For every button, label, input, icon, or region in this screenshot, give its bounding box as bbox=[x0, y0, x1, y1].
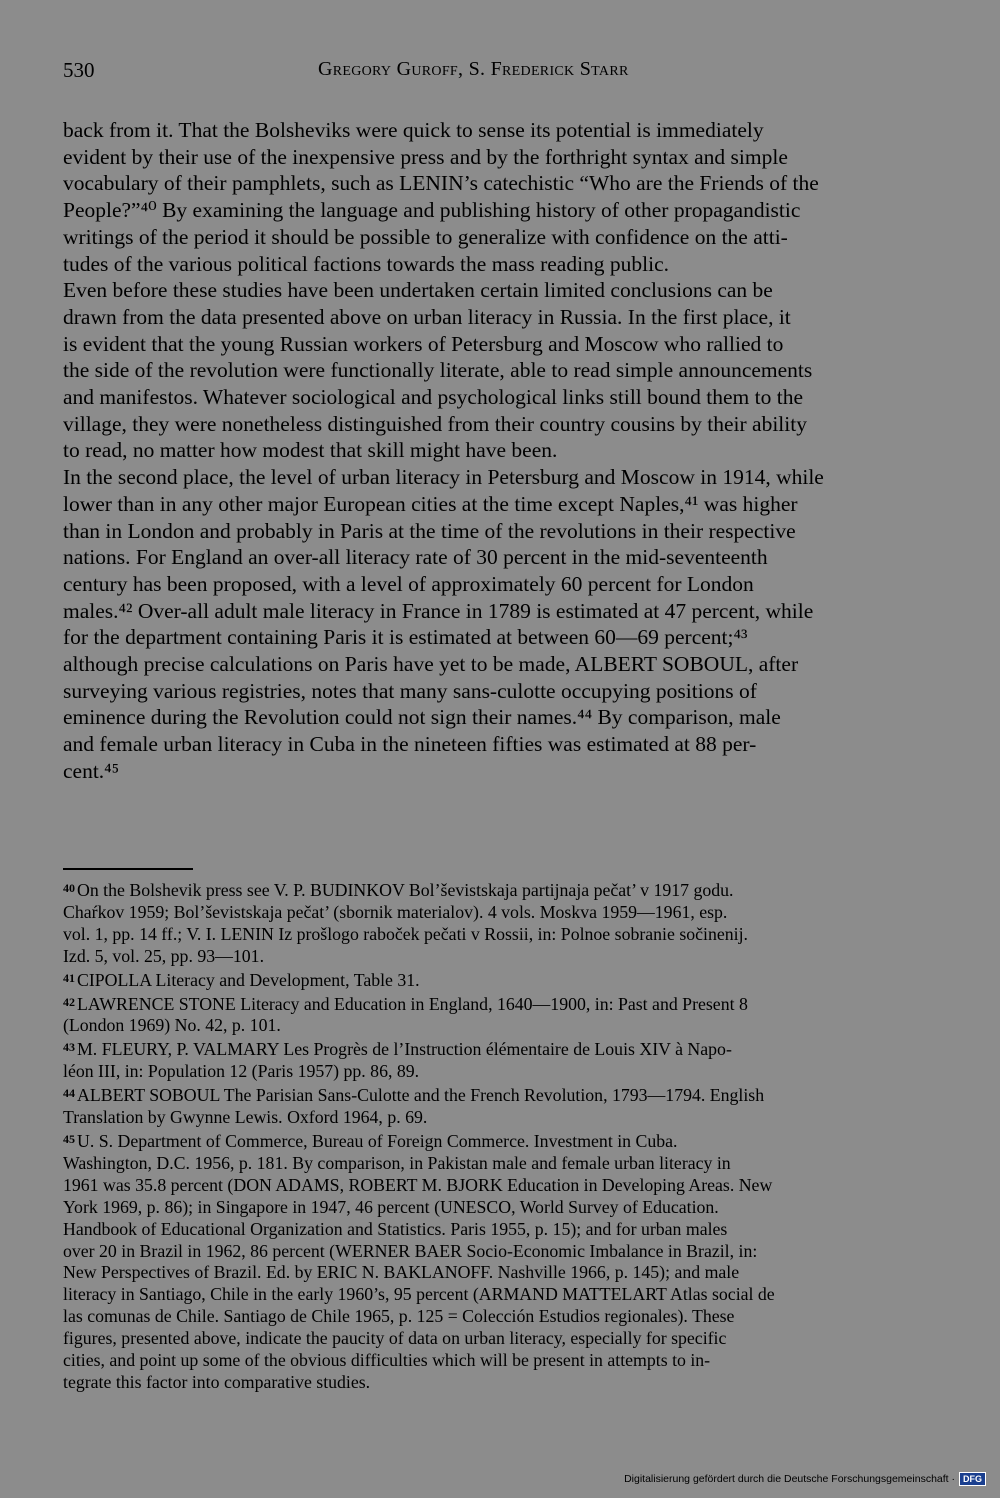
paragraph-2: Even before these studies have been undertaken certain limited conclusions can be drawn from the data presented above on urban literacy in Russia. In the first place, it is evident that the young Russian workers of Petersburg and Moscow who rallied to the side of the revolution were functionally literate, able to read simple announcements and manifestos. Whatever sociological and psychological links still bound them to the village, they were nonetheless distinguished from their country cousins by their ability to read, no matter how modest that skill might have been. bbox=[63, 278, 813, 463]
credit-text: Digitalisierung gefördert durch die Deutsche Forschungsgemeinschaft · bbox=[624, 1473, 955, 1485]
footnote-text: ALBERT SOBOUL The Parisian Sans-Culotte and the French Revolution, 1793—1794. English Translation by Gwynne Lewis. Oxford 1964, p. 69. bbox=[63, 1085, 765, 1128]
footnote-40 bbox=[63, 878, 938, 968]
footnote-text: LAWRENCE STONE Literacy and Education in England, 1640—1900, in: Past and Present 8 (London 1969) No. 42, p. 101. bbox=[63, 993, 748, 1036]
footnote-45 bbox=[63, 1129, 938, 1394]
footnote-number: 45 bbox=[63, 1131, 75, 1146]
dfg-logo-icon: DFG bbox=[959, 1472, 986, 1486]
footnote-number: 40 bbox=[63, 881, 75, 895]
footnote-number: 41 bbox=[63, 970, 75, 985]
footnote-text: U. S. Department of Commerce, Bureau of Foreign Commerce. Investment in Cuba. Washington, D.C. 1956, p. 181. By comparison, in Pakistan male and female urban literacy in 1961 was 35.8 percent (DON ADAMS, ROBERT M. BJORK Education in Developing Areas. New York 1969, p. 86); in Singapore in 1947, 46 percent (UNESCO, World Survey of Education. Handbook of Educational Organization and Statistics. Paris 1955, p. 15); and for urban males over 20 in Brazil in 1962, 86 percent (WERNER BAER Socio-Economic Imbalance in Brazil, in: New Perspectives of Brazil. Ed. by ERIC N. BAKLANOFF. Nashville 1966, p. 145); and male literacy in Santiago, Chile in the early 1960’s, 95 percent (ARMAND MATTELART Atlas social de las comunas de Chile. Santiago de Chile 1965, p. 125 = Colección Estudios regionales). These figures, presented above, indicate the paucity of data on urban literacy, especially for specific cities, and point up some of the obvious difficulties which will be present in attempts to in- tegrate this factor into comparative studies. bbox=[63, 1130, 775, 1392]
footnote-number: 42 bbox=[63, 994, 75, 1009]
footnote-43 bbox=[63, 1037, 938, 1083]
footnote-rule bbox=[63, 868, 193, 870]
running-head: Gregory Guroff, S. Frederick Starr bbox=[318, 58, 629, 80]
footnote-number: 43 bbox=[63, 1040, 75, 1055]
paragraph-3: In the second place, the level of urban literacy in Petersburg and Moscow in 1914, while lower than in any other major European cities at the time except Naples,⁴¹ was higher than in London and probably in Paris at the time of the revolutions in their respective nations. For England an over-all literacy rate of 30 percent in the mid-seventeenth century has been proposed, with a level of approximately 60 percent for London males.⁴² Over-all adult male literacy in France in 1789 is estimated at 47 percent, while for the department containing Paris it is estimated at between 60—69 percent;⁴³ although precise calculations on Paris have yet to be made, ALBERT SOBOUL, after surveying various registries, notes that many sans-culotte occupying positions of eminence during the Revolution could not sign their names.⁴⁴ By comparison, male and female urban literacy in Cuba in the nineteen fifties was estimated at 88 per- cent.⁴⁵ bbox=[63, 465, 824, 783]
footnote-text: M. FLEURY, P. VALMARY Les Progrès de l’Instruction élémentaire de Louis XIV à Napo- léon III, in: Population 12 (Paris 1957) pp. 86, 89. bbox=[63, 1039, 732, 1082]
footnotes bbox=[63, 878, 938, 1394]
paragraph-1: back from it. That the Bolsheviks were quick to sense its potential is immediately evident by their use of the inexpensive press and by the forthright syntax and simple vocabulary of their pamphlets, such as LENIN’s catechistic “Who are the Friends of the People?”⁴⁰ By examining the language and publishing history of other propagandistic writings of the period it should be possible to generalize with confidence on the atti- tudes of the various political factions towards the mass reading public. bbox=[63, 118, 819, 276]
page-number: 530 bbox=[63, 58, 95, 82]
footnote-number: 44 bbox=[63, 1086, 75, 1101]
body-text bbox=[63, 117, 938, 785]
footnote-41 bbox=[63, 968, 938, 992]
footnote-44 bbox=[63, 1083, 938, 1129]
footnote-42 bbox=[63, 992, 938, 1038]
footnote-text: CIPOLLA Literacy and Development, Table 31. bbox=[77, 969, 420, 990]
footnote-text: On the Bolshevik press see V. P. BUDINKOV Bol’ševistskaja partijnaja pečat’ v 1917 godu. Chaŕkov 1959; Bol’ševistskaja pečat’ (sbornik materialov). 4 vols. Moskva 1959—1961, esp. vol. 1, pp. 14 ff.; V. I. LENIN Iz prošlogo raboček pečati v Rossii, in: Polnoe sobranie sočinenij. Izd. 5, vol. 25, pp. 93—101. bbox=[63, 880, 748, 966]
digitization-credit bbox=[624, 1472, 986, 1486]
